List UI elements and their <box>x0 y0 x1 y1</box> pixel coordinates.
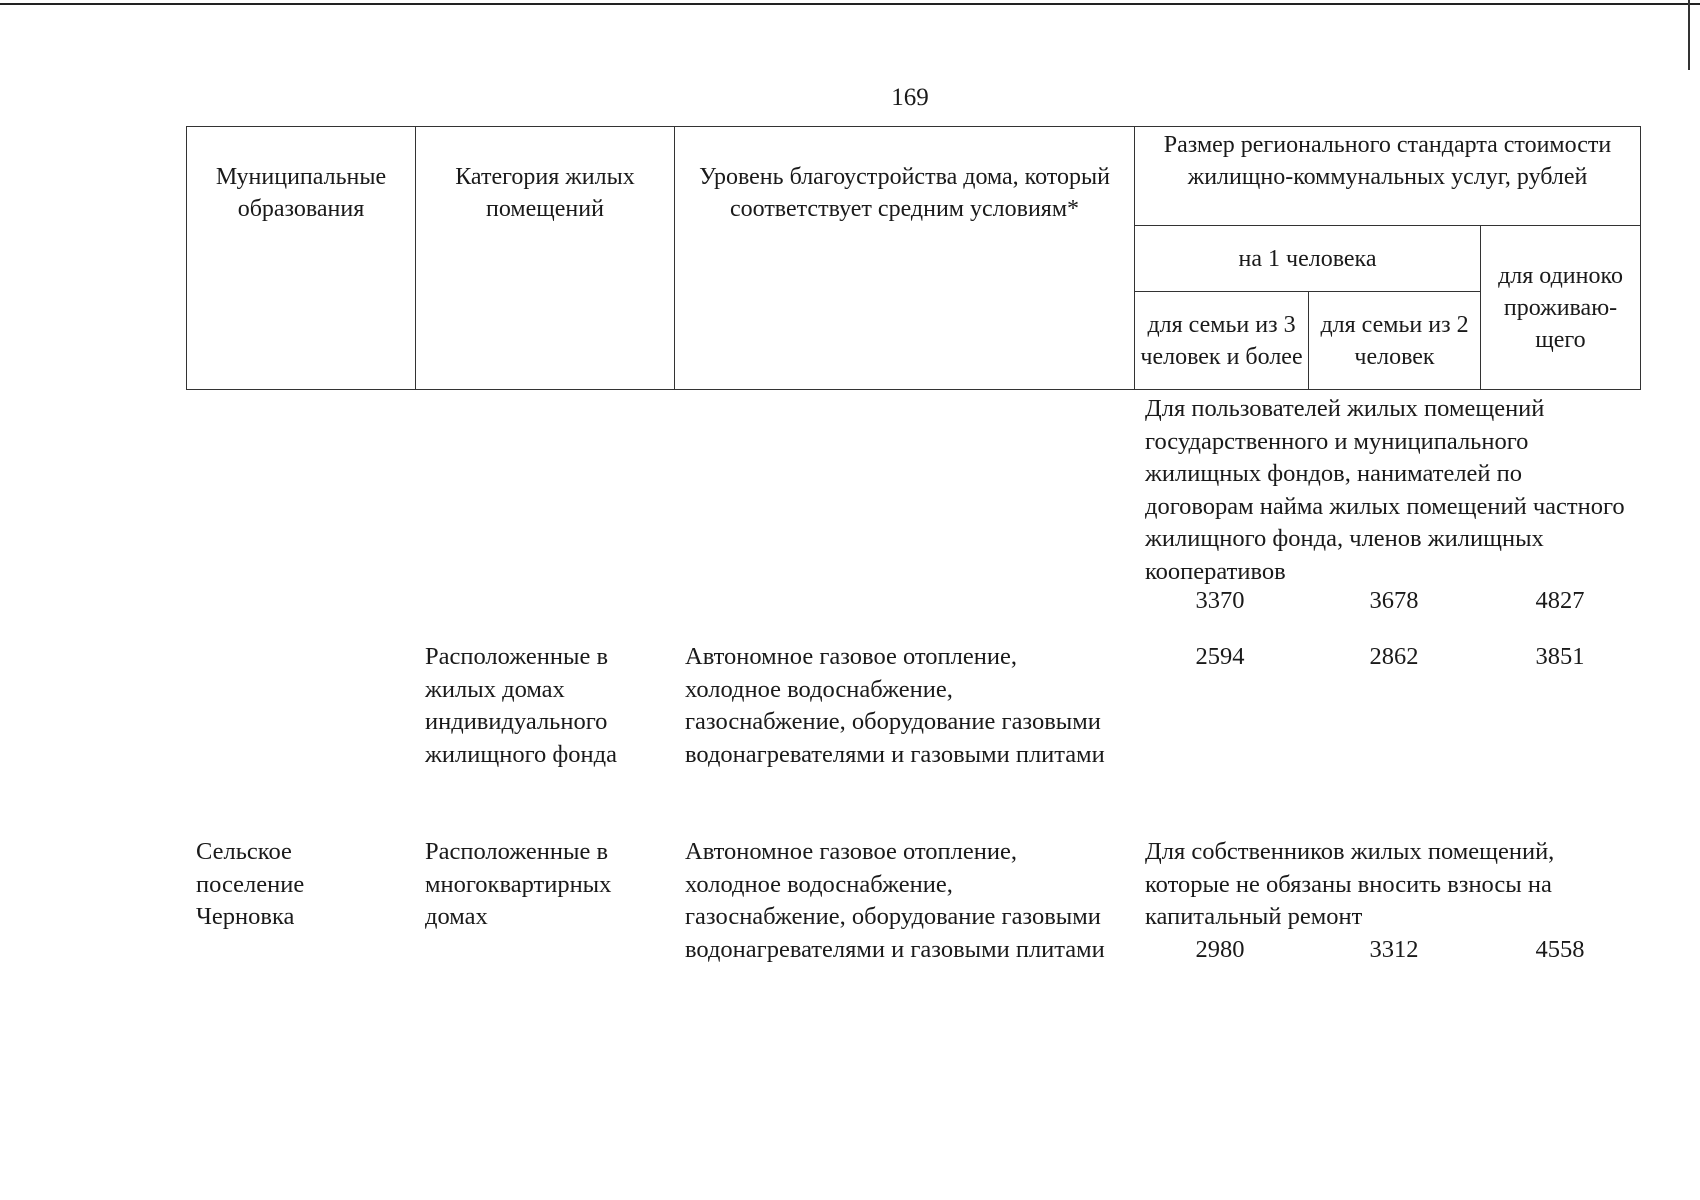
row3-value-family3: 2980 <box>1195 936 1245 963</box>
row1-value-family2: 3678 <box>1369 587 1419 614</box>
row3-value-single: 4558 <box>1535 936 1585 963</box>
row3-value-family2: 3312 <box>1369 936 1419 963</box>
header-single: для одиноко проживаю-щего <box>1481 226 1641 390</box>
header-family-2: для семьи из 2 человек <box>1309 292 1481 390</box>
row1-value-single: 4827 <box>1535 587 1585 614</box>
row2-value-single: 3851 <box>1535 643 1585 670</box>
row1-value-family3: 3370 <box>1195 587 1245 614</box>
header-table <box>186 126 1641 390</box>
header-municipality: Муниципальные образования <box>187 127 416 390</box>
row2-value-family3: 2594 <box>1195 643 1245 670</box>
header-standard-size: Размер регионального стандарта стоимости жилищно-коммунальных услуг, рублей <box>1135 127 1641 226</box>
row3-comfort: Автономное газовое отопление, холодное водоснабжение, газоснабжение, оборудование газовыми водонагревателями и газовыми плитами <box>685 838 1105 963</box>
right-border-line <box>1688 0 1690 70</box>
header-category: Категория жилых помещений <box>416 127 675 390</box>
top-border-line <box>0 3 1700 5</box>
row3-municipality: Сельское поселение Черновка <box>196 838 305 930</box>
row3-category: Расположенные в многоквартирных домах <box>425 838 612 930</box>
row2-value-family2: 2862 <box>1369 643 1419 670</box>
row3-note: Для собственников жилых помещений, которые не обязаны вносить взносы на капитальный ремонт <box>1145 838 1555 930</box>
header-comfort-level: Уровень благоустройства дома, который соответствует средним условиям* <box>675 127 1135 390</box>
row2-comfort: Автономное газовое отопление, холодное водоснабжение, газоснабжение, оборудование газовыми водонагревателями и газовыми плитами <box>685 643 1105 768</box>
header-family-3: для семьи из 3 человек и более <box>1135 292 1309 390</box>
row2-category: Расположенные в жилых домах индивидуального жилищного фонда <box>425 643 617 768</box>
row1-note: Для пользователей жилых помещений государственного и муниципального жилищных фондов, нанимателей по договорам найма жилых помещений частного жилищного фонда, членов жилищных кооперативов <box>1145 395 1625 585</box>
header-per-person: на 1 человека <box>1135 226 1481 292</box>
page-number: 169 <box>891 84 929 111</box>
